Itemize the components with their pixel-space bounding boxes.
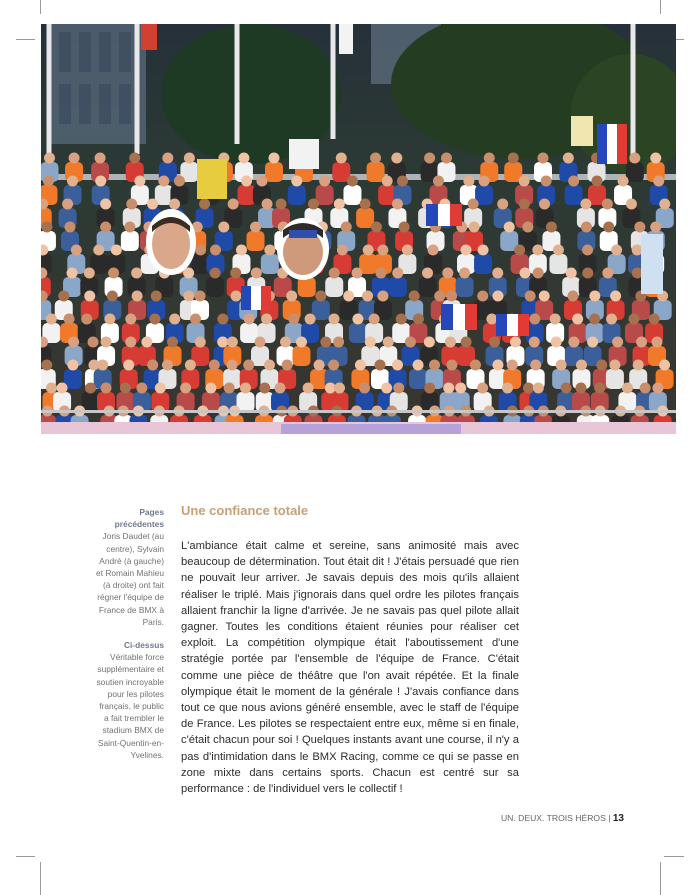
crop-mark — [40, 0, 41, 14]
crop-mark — [16, 39, 35, 40]
caption-text-above: Véritable force supplémentaire et soutien incroyable pour les pilotes français, le public a fait trembler le stadium BMX de Saint-Quentin-en-Yvelines. — [96, 652, 164, 760]
crowd-photo-illustration — [41, 24, 676, 454]
caption-text-previous-pages: Joris Daudet (au centre), Sylvain André (à gauche) et Romain Mahieu (à droite) ont fait régner l'équipe de France de BMX à Paris. — [96, 531, 164, 627]
crop-mark — [660, 862, 661, 895]
caption-title-above: Ci-dessus — [123, 640, 164, 651]
photo-caption — [96, 506, 164, 761]
stadium-crowd-photo — [41, 24, 676, 454]
running-title: UN. DEUX. TROIS HÉROS — [500, 813, 606, 823]
crop-mark — [16, 856, 35, 857]
crop-mark — [660, 0, 661, 14]
page-number: 13 — [612, 813, 624, 824]
crop-mark — [40, 862, 41, 895]
caption-title-previous-pages: Pages précédentes — [114, 507, 164, 530]
page-footer — [500, 813, 624, 824]
crop-mark — [664, 856, 684, 857]
footer-separator: | — [608, 813, 611, 823]
article-body: L'ambiance était calme et sereine, sans animosité mais avec beaucoup de détermination. Tout était dit ! J'étais persuadé que rien ne pouvait leur arriver. Je savais depuis des mois qu'ils allaient réaliser le triplé. Mais j'ignorais dans quel ordre les pilotes français allaient franchir la ligne d'arrivée. Je ne savais pas quel pilote allait gagner. Toutes les conditions étaient réunies pour réaliser cet exploit. La compétition olympique était l'aboutissement d'une stratégie portée par l'ensemble de l'équipe de France. C'était comme une pièce de théâtre que l'on avait répétée. Et la finale olympique était le moment de la générale ! J'avais confiance dans tout ce que nous avions généré ensemble, avec le staff de l'équipe de France. Les pilotes se respectaient entre eux, même si en finale, c'était chacun pour soi ! Quelques instants avant une course, il n'y a pas d'intimidation dans le BMX Racing, comme ce qui se passe en zone mixte dans certains sports. Chacun est centré sur sa performance : de l'individuel vers le collectif ! — [181, 540, 519, 796]
article-heading: Une confiance totale — [181, 503, 309, 518]
